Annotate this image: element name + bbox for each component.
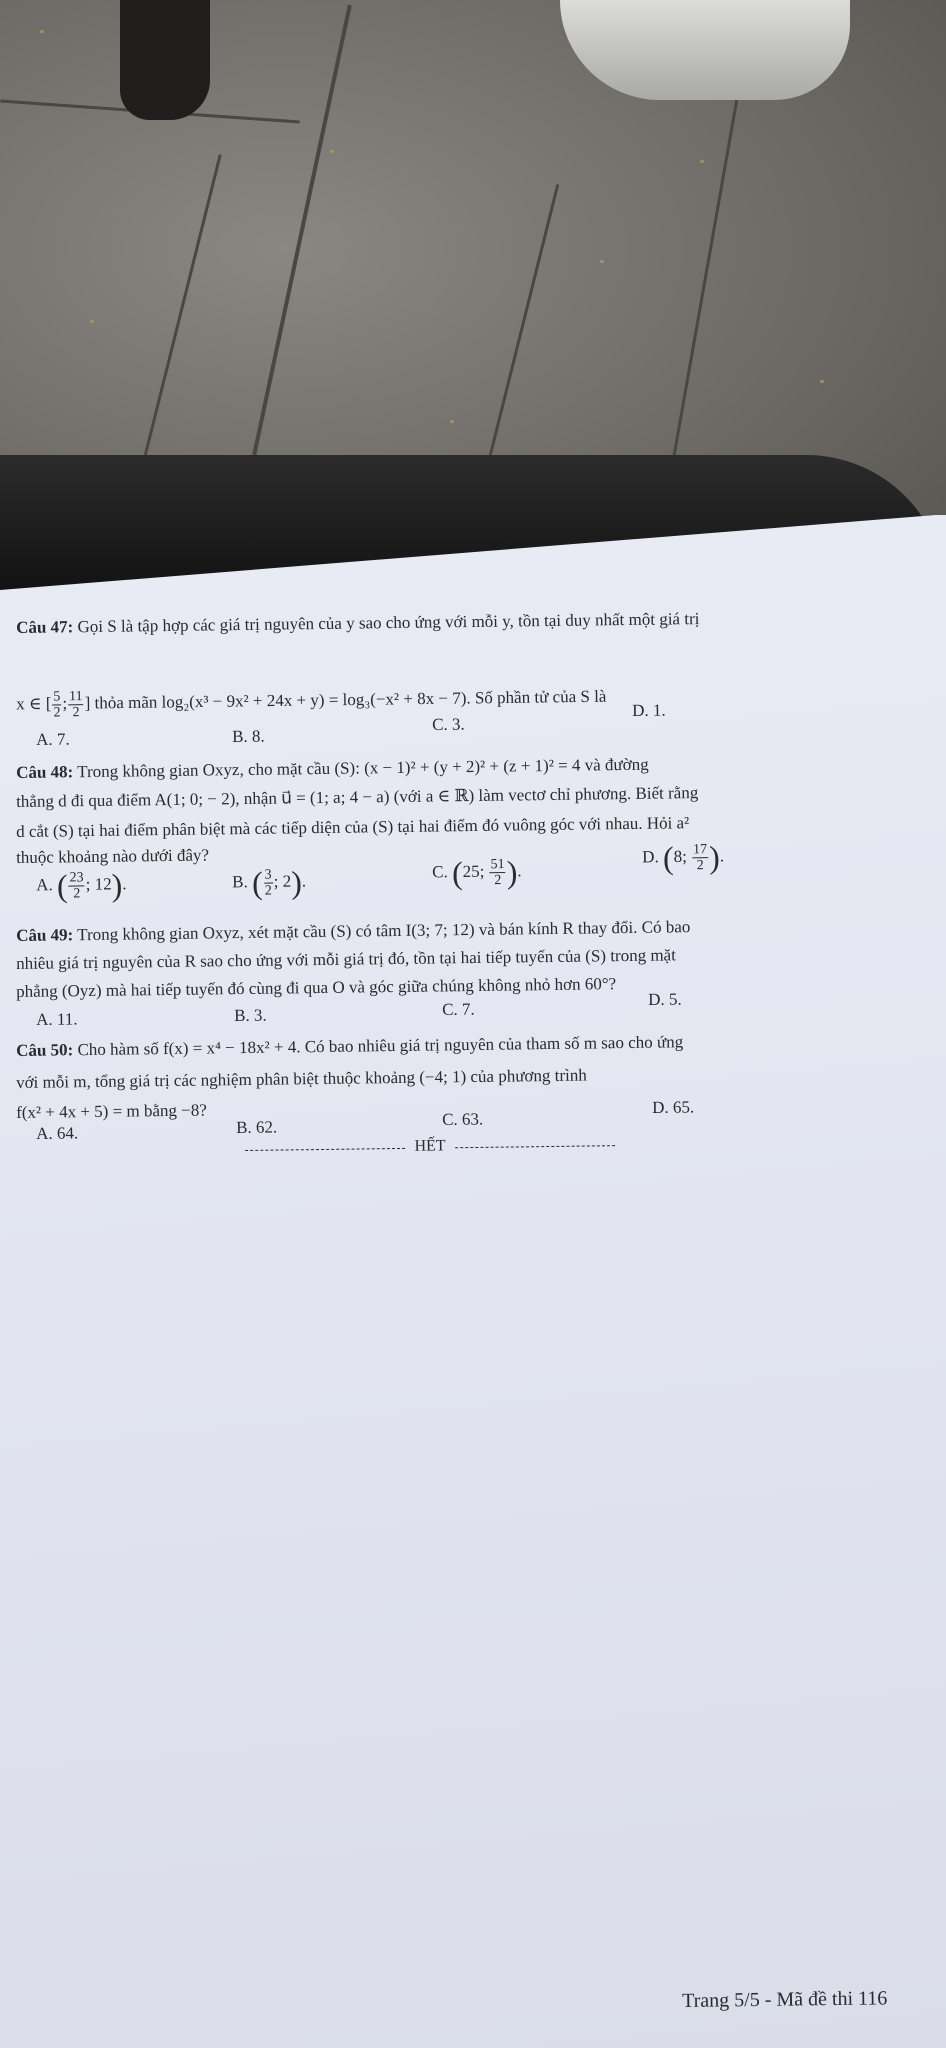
- q47-text1: Gọi S là tập hợp các giá trị nguyên của y sao cho ứng với mỗi y, tồn tại duy nhất một giá trị: [77, 609, 700, 637]
- q50-line3: f(x² + 4x + 5) = m bằng −8?: [16, 1100, 207, 1122]
- q48-option-a-rest: ; 12: [85, 874, 112, 894]
- q47-option-d: D. 1.: [632, 700, 666, 720]
- q50-option-c: C. 63.: [442, 1109, 484, 1129]
- q48-option-d: D. (8; $\frac{17}{2}$ ).: [642, 838, 725, 876]
- q48-option-b-rest: ; 2: [273, 871, 292, 891]
- q47-option-c: C. 3.: [432, 714, 465, 734]
- q48-option-b-label: B.: [232, 872, 248, 892]
- q49-text1: Trong không gian Oxyz, xét mặt cầu (S) có tâm I(3; 7; 12) và bán kính R thay đổi. Có bao: [77, 917, 691, 945]
- q50-label: Câu 50:: [16, 1040, 74, 1060]
- q48-option-d-frac: [692, 842, 708, 873]
- q48-option-c-label: C.: [432, 862, 448, 882]
- q48-option-a-label: A.: [36, 875, 53, 895]
- q48-option-a-frac: [68, 870, 84, 901]
- q48-line4: thuộc khoảng nào dưới đây?: [16, 845, 210, 867]
- q50-text1: Cho hàm số f(x) = x⁴ − 18x² + 4. Có bao nhiêu giá trị nguyên của tham số m sao cho ứng: [77, 1032, 684, 1060]
- q48-option-b-den: 2: [264, 883, 272, 899]
- q48-option-b-num: 3: [264, 867, 272, 883]
- q50-line1: [16, 1032, 683, 1061]
- q47-option-b: B. 8.: [232, 726, 265, 746]
- q47-frac2: [68, 689, 84, 720]
- q49-option-b: B. 3.: [234, 1005, 267, 1025]
- q48-option-d-label: D.: [642, 847, 659, 867]
- q48-option-d-pre: 8;: [673, 846, 692, 866]
- q47-sep: ;: [62, 693, 68, 713]
- q48-option-c: C. (25; $\frac{51}{2}$ ).: [432, 853, 522, 891]
- q49-line2: nhiêu giá trị nguyên của R sao cho ứng với mỗi giá trị đó, tồn tại hai tiếp tuyến của (S) trong mặt: [16, 945, 677, 973]
- q47-label: Câu 47:: [16, 617, 74, 637]
- q47-line2: [16, 682, 607, 721]
- q49-option-d: D. 5.: [648, 989, 682, 1009]
- q48-option-c-den: 2: [494, 873, 502, 889]
- q50-line2: với mỗi m, tổng giá trị các nghiệm phân biệt thuộc khoảng (−4; 1) của phương trình: [16, 1065, 587, 1092]
- q47-interval-open: x ∈ [: [16, 693, 52, 714]
- q48-option-a: A. ( $\frac{23}{2}$ ; 12).: [36, 866, 127, 904]
- q48-option-b-frac: [264, 867, 273, 898]
- q48-option-a-num: 23: [69, 870, 84, 886]
- q48-label: Câu 48:: [16, 762, 74, 782]
- q48-option-d-den: 2: [696, 858, 704, 874]
- q48-text1: Trong không gian Oxyz, cho mặt cầu (S): (x − 1)² + (y + 2)² + (z + 1)² = 4 và đường: [77, 754, 649, 782]
- q47-text2: ] thỏa mãn log₂(x³ − 9x² + 24x + y) = log₃(−x² + 8x − 7). Số phần tử của S là: [84, 686, 607, 713]
- q48-line1: [16, 755, 649, 783]
- q48-line3: d cắt (S) tại hai điểm phân biệt mà các tiếp diện của (S) tại hai điểm đó vuông góc với nhau. Hỏi a²: [16, 813, 690, 841]
- end-marker: [245, 1135, 615, 1160]
- q49-option-c: C. 7.: [442, 999, 475, 1019]
- q49-label: Câu 49:: [16, 925, 74, 945]
- q47-frac1-num: 5: [53, 689, 61, 705]
- q48-option-b: B. ( $\frac{3}{2}$ ; 2).: [232, 864, 307, 901]
- q47-line1: [16, 609, 700, 638]
- q49-line3: phẳng (Oyz) mà hai tiếp tuyến đó cùng đi qua O và góc giữa chúng không nhỏ hơn 60°?: [16, 974, 617, 1001]
- q48-option-d-num: 17: [692, 842, 708, 858]
- q48-option-c-num: 51: [490, 857, 505, 873]
- q47-frac1: [52, 689, 61, 720]
- q47-frac1-den: 2: [53, 705, 61, 721]
- page-footer: Trang 5/5 - Mã đề thi 116: [682, 1987, 888, 2012]
- q47-option-a: A. 7.: [36, 729, 70, 749]
- q49-line1: [16, 917, 690, 946]
- q47-frac2-den: 2: [72, 705, 80, 721]
- q48-line2: thẳng d đi qua điểm A(1; 0; − 2), nhận u⃗ = (1; a; 4 − a) (với a ∈ ℝ) làm vectơ chỉ phương. Biết rằng: [16, 783, 699, 811]
- q50-option-d: D. 65.: [652, 1097, 695, 1117]
- q47-frac2-num: 11: [68, 689, 83, 705]
- q50-option-a: A. 64.: [36, 1123, 79, 1143]
- q48-option-a-den: 2: [73, 886, 81, 902]
- q48-option-c-frac: [490, 857, 506, 888]
- q48-option-c-pre: 25;: [462, 861, 489, 882]
- q49-option-a: A. 11.: [36, 1009, 78, 1029]
- q50-option-b: B. 62.: [236, 1117, 278, 1137]
- end-text: HẾT: [414, 1137, 446, 1155]
